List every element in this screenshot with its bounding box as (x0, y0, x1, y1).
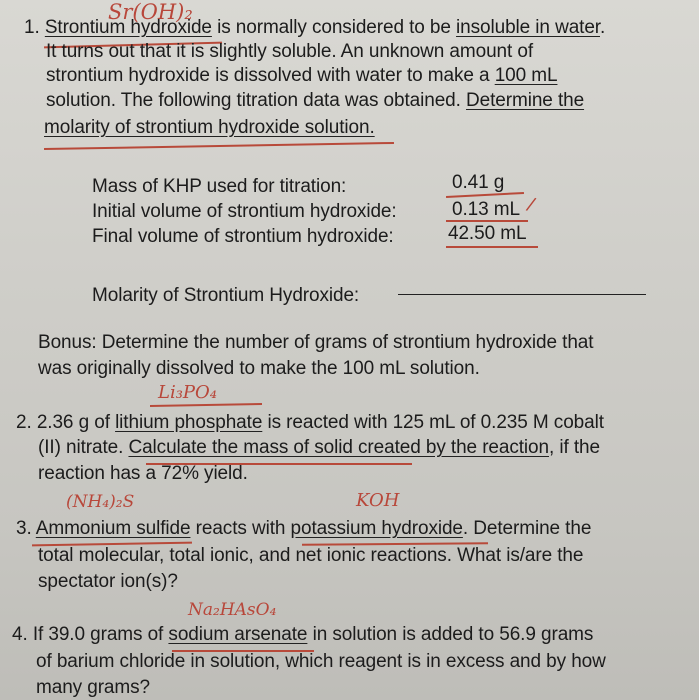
red-underline-mark (44, 142, 394, 150)
q2-text: 2. 2.36 g of (16, 412, 116, 433)
q4-text: 4. If 39.0 grams of (12, 624, 169, 645)
q1-text: solution. The following titration data was obtained. (46, 90, 467, 111)
q1-text: . (600, 17, 606, 38)
q1-line-2: It turns out that it is slightly soluble. An unknown amount of (46, 41, 534, 62)
q1-text: is normally considered to be (211, 17, 457, 38)
bonus-line-1: Bonus: Determine the number of grams of strontium hydroxide that (38, 332, 594, 353)
red-underline-mark (446, 246, 538, 248)
row-label-final-volume: Final volume of strontium hydroxide: (92, 226, 394, 247)
q3-underline-potassium-hydroxide: potassium hydroxide (290, 518, 463, 539)
q1-line-4 (46, 90, 584, 112)
q1-text: strontium hydroxide is dissolved with water to make a (46, 65, 495, 86)
q3-text: . Determine the (462, 518, 592, 539)
red-underline-mark (446, 220, 528, 222)
q2-text: (II) nitrate. (38, 437, 129, 458)
handwritten-formula-nh4-2s: (NH₄)₂S (66, 492, 135, 512)
red-underline-mark (150, 403, 262, 407)
q4-line-1 (12, 624, 593, 646)
handwritten-formula-sr-oh2: Sr(OH)₂ (108, 0, 193, 24)
handwritten-formula-koh: KOH (356, 490, 400, 511)
handwritten-formula-li3po4: Li₃PO₄ (158, 382, 218, 403)
q4-line-2: of barium chloride in solution, which reagent is in excess and by how (36, 651, 606, 672)
handwritten-formula-na2hraso4: Na₂HAsO₄ (188, 600, 277, 620)
q2-text: , if the (549, 437, 600, 458)
row-label-initial-volume: Initial volume of strontium hydroxide: (92, 201, 397, 222)
molarity-answer-label: Molarity of Strontium Hydroxide: (92, 285, 360, 306)
q2-line-1 (16, 412, 604, 434)
q1-underline-strontium-hydroxide: Strontium hydroxide (44, 17, 212, 38)
q3-text: 3. (16, 518, 36, 539)
q2-line-3: reaction has a 72% yield. (38, 463, 248, 484)
q1-underline-100ml: 100 mL (494, 65, 558, 86)
q1-underline-determine: Determine the (466, 90, 585, 111)
q4-text: in solution is added to 56.9 grams (307, 624, 594, 645)
q3-text: reacts with (190, 518, 291, 539)
q2-underline-calculate: Calculate the mass of solid created by the reaction (128, 437, 549, 458)
q1-line-1 (24, 17, 605, 39)
molarity-answer-blank[interactable] (398, 294, 646, 295)
q2-line-2 (38, 437, 600, 459)
q1-line-3 (46, 65, 557, 87)
red-check-mark: / (524, 193, 538, 216)
row-value-initial-volume: 0.13 mL (452, 199, 520, 220)
q2-text: is reacted with 125 mL of 0.235 M cobalt (262, 412, 604, 433)
row-label-khp-mass: Mass of KHP used for titration: (92, 176, 347, 197)
q3-line-1 (16, 518, 591, 540)
bonus-line-2: was originally dissolved to make the 100 mL solution. (38, 358, 480, 379)
q1-number: 1. (24, 17, 45, 38)
q1-line-5 (44, 117, 375, 139)
row-value-khp-mass: 0.41 g (452, 172, 505, 193)
q4-line-3: many grams? (36, 677, 150, 698)
q1-underline-molarity: molarity of strontium hydroxide solution. (44, 117, 375, 138)
q3-underline-ammonium-sulfide: Ammonium sulfide (35, 518, 191, 539)
q4-underline-sodium-arsenate: sodium arsenate (168, 624, 308, 645)
row-value-final-volume: 42.50 mL (448, 223, 527, 244)
q3-line-2: total molecular, total ionic, and net ionic reactions. What is/are the (38, 545, 584, 566)
q3-line-3: spectator ion(s)? (38, 571, 178, 592)
q2-underline-lithium-phosphate: lithium phosphate (115, 412, 263, 433)
q1-underline-insoluble: insoluble in water (456, 17, 600, 38)
